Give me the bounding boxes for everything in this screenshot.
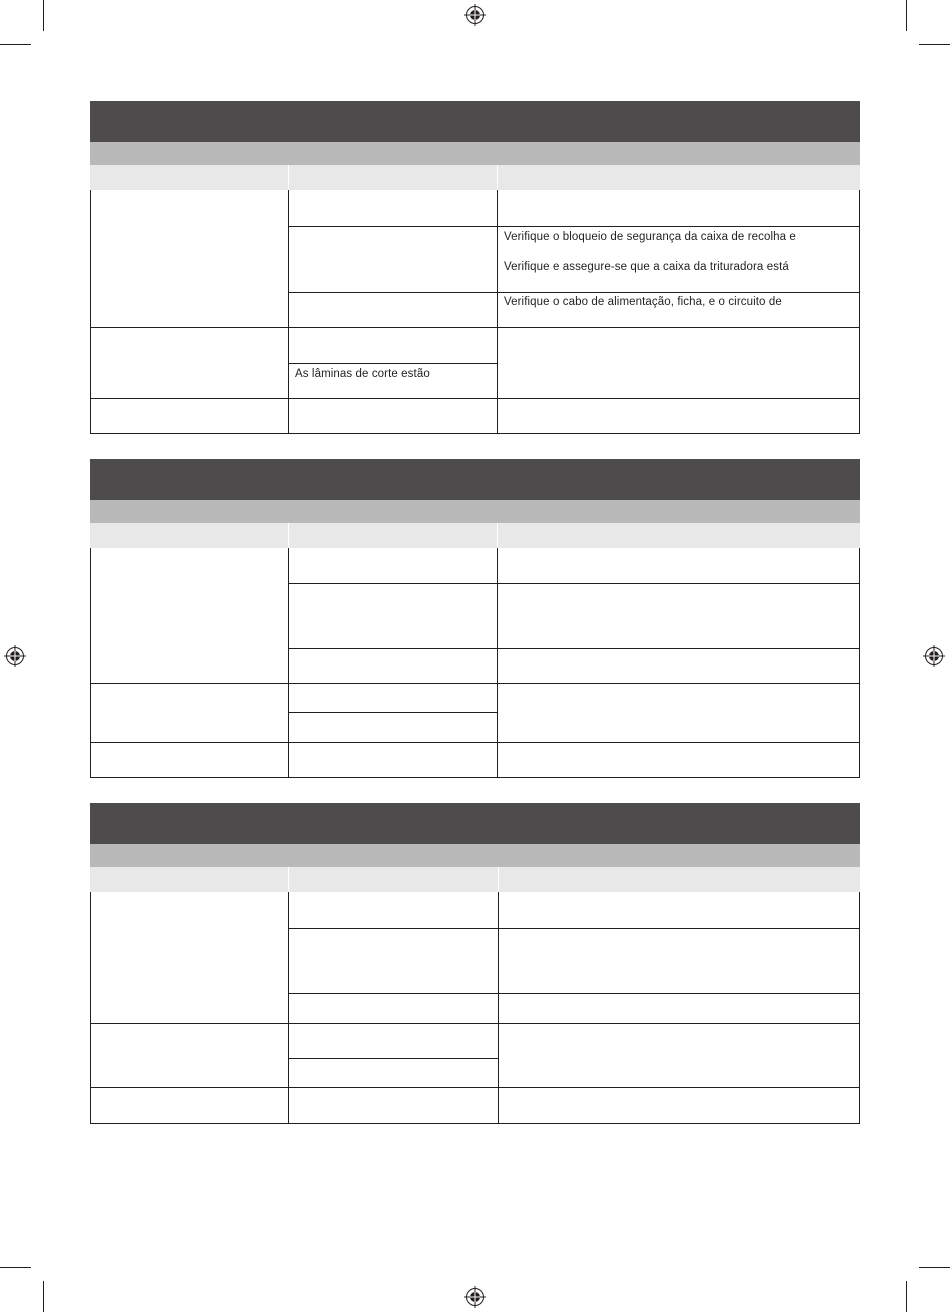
column-header-row <box>90 523 860 548</box>
crop-mark-top-right-vertical <box>906 0 907 31</box>
crop-mark-top-left-horizontal <box>0 44 31 45</box>
table-body <box>90 190 860 434</box>
table-cell-solution: Verifique o cabo de alimentação, ficha, e o circuito de <box>504 296 782 308</box>
column-header-row <box>90 165 860 190</box>
table-subtitle-bar <box>90 142 860 165</box>
table-body <box>90 548 860 778</box>
table-title-bar <box>90 803 860 844</box>
table-body <box>90 892 860 1124</box>
troubleshooting-table-1 <box>90 101 860 434</box>
crop-mark-top-right-horizontal <box>919 44 950 45</box>
registration-mark-left-icon <box>4 645 26 667</box>
troubleshooting-table-2 <box>90 459 860 778</box>
table-title-bar <box>90 101 860 142</box>
crop-mark-bottom-right-horizontal <box>919 1267 950 1268</box>
column-header-row <box>90 867 860 892</box>
table-cell-cause: As lâminas de corte estão <box>295 368 430 380</box>
crop-mark-top-left-vertical <box>43 0 44 31</box>
table-subtitle-bar <box>90 500 860 523</box>
registration-mark-right-icon <box>923 645 945 667</box>
table-cell-solution: Verifique e assegure-se que a caixa da trituradora está <box>504 261 789 273</box>
table-cell-solution: Verifique o bloqueio de segurança da caixa de recolha e <box>504 231 796 243</box>
crop-mark-bottom-left-vertical <box>43 1281 44 1312</box>
table-title-bar <box>90 459 860 500</box>
crop-mark-bottom-right-vertical <box>906 1281 907 1312</box>
registration-mark-top-icon <box>464 4 486 26</box>
crop-mark-bottom-left-horizontal <box>0 1267 31 1268</box>
registration-mark-bottom-icon <box>464 1286 486 1308</box>
table-subtitle-bar <box>90 844 860 867</box>
troubleshooting-table-3 <box>90 803 860 1124</box>
